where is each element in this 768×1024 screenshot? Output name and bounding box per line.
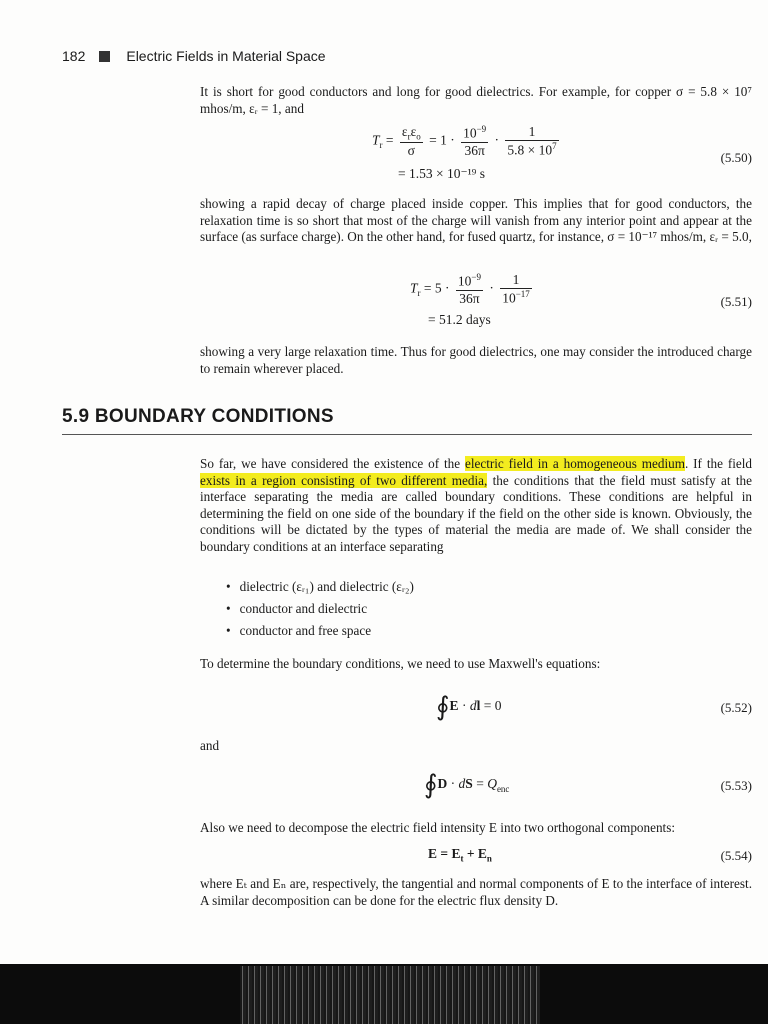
page-number: 182 <box>62 48 86 64</box>
equation-number: (5.54) <box>720 848 752 863</box>
equation-5-50: $T_r$ = $\frac{\varepsilon_r\varepsilon_o}{\sigma}$ = 1 · $\frac{10^{-9}}{36\pi}$ · $\frac{1}{5.8 \times 10^7}$ <box>372 124 557 158</box>
bullet-list <box>226 576 414 642</box>
and-word: and <box>200 738 220 753</box>
divider <box>62 434 752 435</box>
equation-number: (5.50) <box>720 150 752 165</box>
square-bullet-icon <box>99 51 110 62</box>
paragraph-4-rest: must satisfy at the interface separating the media are called boundary conditions. These conditions are helpful in determining the field on one side of the boundary if the field on the other side is known. Obviously, the conditions will be dictated by the types of material the media are made of. We shall consider the boundary conditions at an interface separating <box>200 472 752 554</box>
equation-5-50-result: = 1.53 × 10⁻¹⁹ s <box>398 166 485 181</box>
paragraph-1: It is short for good conductors and long for good dielectrics. For example, for copper σ = 5.8 × 10⁷ mhos/m, εᵣ = 1, and <box>200 84 752 116</box>
list-item: • dielectric (εᵣ₁) and dielectric (εᵣ₂) <box>226 576 414 598</box>
paragraph-4: So far, we have considered the existence of the electric field in a homogeneous medium. If the field exists in a region consisting of two different media, the conditions that the field must satisfy at the interface separating the media are called boundary conditions. These conditions are helpful in determining the field on one side of the boundary if the field on the other side is known. Obviously, the conditions will be dictated by the types of material the media are made of. We shall consider the boundary conditions at an interface separating <box>200 456 753 554</box>
list-item: • conductor and free space <box>226 620 414 642</box>
paragraph-6: Also we need to decompose the electric field intensity E into two orthogonal components: <box>200 820 676 835</box>
contour-integral-icon: ∮ <box>424 770 438 799</box>
paragraph-7: where Eₜ and Eₙ are, respectively, the tangential and normal components of E to the interface of interest. A similar decomposition can be done for the electric flux density D. <box>200 876 752 908</box>
running-header <box>62 48 326 64</box>
equation-number: (5.53) <box>720 778 752 793</box>
equation-number: (5.51) <box>720 294 752 309</box>
scan-binding-strip <box>240 966 540 1024</box>
equation-number: (5.52) <box>720 700 752 715</box>
section-heading: 5.9 BOUNDARY CONDITIONS <box>62 406 334 427</box>
equation-5-51-result: = 51.2 days <box>428 312 491 327</box>
chapter-title: Electric Fields in Material Space <box>126 48 326 64</box>
contour-integral-icon: ∮ <box>436 692 450 721</box>
paragraph-5: To determine the boundary conditions, we need to use Maxwell's equations: <box>200 656 601 671</box>
list-item: • conductor and dielectric <box>226 598 414 620</box>
equation-5-52: ∮E · dl = 0 <box>436 692 502 721</box>
paragraph-3: showing a very large relaxation time. Thus for good dielectrics, one may consider the introduced charge to remain wherever placed. <box>200 344 752 376</box>
paragraph-2: showing a rapid decay of charge placed inside copper. This implies that for good conductors, the relaxation time is so short that most of the charge will vanish from any interior point and appear at the surface (as surface charge). On the other hand, for fused quartz, for instance, σ = 10⁻¹⁷ mhos/m, εᵣ = 5.0, <box>200 196 752 244</box>
equation-5-51: $T_r = 5$ · $\frac{10^{-9}}{36\pi}$ · $\frac{1}{10^{-17}}$ <box>410 272 530 306</box>
equation-5-54: $E = E_t + E_n$ <box>428 846 492 864</box>
equation-5-53: ∮D · dS = $Q_{enc}$ <box>424 770 510 799</box>
